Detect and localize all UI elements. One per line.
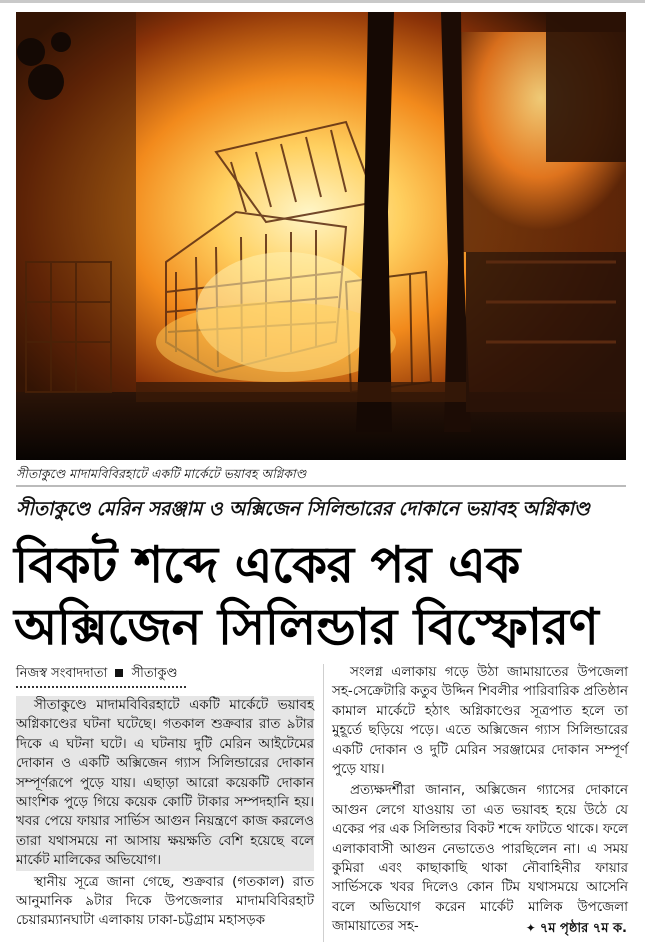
star-icon: ✦ <box>525 921 536 935</box>
jump-text: ৭ম পৃষ্ঠার ৭ম ক. <box>539 921 627 936</box>
byline-location: সীতাকুণ্ড <box>131 666 178 681</box>
article-paragraph: প্রত্যক্ষদর্শীরা জানান, অক্সিজেন গ্যাসের দোকানে আগুন লেগে যাওয়ায় তা এত ভয়াবহ হয়ে উঠে যে একের পর এক সিলিন্ডার বিকট শব্দে ফাটতে থাকে। ফলে এলাকাবাসী আগুন নেভাতেও পারছিলেন না। এ সময় কুমিরা এবং কাছাকাছি থাকা নৌবাহিনীর ফায়ার সার্ভিসকে খবর দিলেও কোন টিম যথাসময়ে আসেনি বলে অভিযোগ করেন মার্কেট মালিক উপজেলা জামায়াতের সহ- <box>332 783 628 935</box>
article-paragraph: স্থানীয় সূত্রে জানা গেছে, শুক্রবার (গতকাল) রাত আনুমানিক ৯টার দিকে উপজেলার মাদামবিবিরহাট চেয়ারম্যানঘাটা এলাকায় ঢাকা-চট্টগ্রাম মহাসড়ক <box>16 874 314 929</box>
article-column-left <box>16 696 314 931</box>
column-divider <box>323 664 324 942</box>
article-column-right <box>332 663 628 937</box>
headline-line-2: অক্সিজেন সিলিন্ডার বিস্ফোরণ <box>14 598 599 656</box>
top-border-rule <box>0 0 645 3</box>
article-kicker: সীতাকুণ্ডে মেরিন সরঞ্জাম ও অক্সিজেন সিলিন্ডারের দোকানে ভয়াবহ অগ্নিকাণ্ড <box>16 498 590 520</box>
fire-scene-illustration <box>16 12 626 460</box>
fire-photo <box>16 12 626 460</box>
article-paragraph: সংলগ্ন এলাকায় গড়ে উঠা জামায়াতের উপজেলা সহ-সেক্রেটারি কতুব উদ্দিন শিবলীর পারিবারিক প্রতিষ্ঠান কামাল মার্কেটে হঠাৎ অগ্নিকাণ্ডের সূত্রপাত হলে তা মুহূর্তে ছড়িয়ে পড়ে। এতে অক্সিজেন গ্যাস সিলিন্ডারের একটি দোকান ও দুটি মেরিন সরঞ্জামের দোকান সম্পূর্ণ পুড়ে যায়। <box>332 665 628 778</box>
headline-line-1: বিকট শব্দে একের পর এক <box>14 536 520 594</box>
byline-reporter: নিজস্ব সংবাদদাতা <box>16 666 108 681</box>
byline <box>16 664 316 684</box>
continuation-jump <box>526 919 627 940</box>
photo-caption: সীতাকুণ্ডে মাদামবিবিরহাটে একটি মার্কেটে ভয়াবহ অগ্নিকাণ্ড <box>16 463 626 487</box>
dotted-divider <box>16 686 186 688</box>
article-paragraph: সীতাকুণ্ডে মাদামবিবিরহাটে একটি মার্কেটে ভয়াবহ অগ্নিকাণ্ডের ঘটনা ঘটেছে। গতকাল শুক্রবার রাত ৯টার দিকে এ ঘটনা ঘটে। এ ঘটনায় দুটি মেরিন আইটেমের দোকান ও একটি অক্সিজেন গ্যাস সিলিন্ডারের দোকান সম্পূর্ণরূপে পুড়ে যায়। এছাড়া আরো কয়েকটি দোকান আংশিক পুড়ে গিয়ে কয়েক কোটি টাকার সম্পদহানি হয়। খবর পেয়ে ফায়ার সার্ভিস আগুন নিয়ন্ত্রণে কাজ করলেও তারা যথাসময়ে না আসায় ক্ষয়ক্ষতি বেশি হয়েছে বলে মার্কেট মালিকের অভিযোগ। <box>16 696 314 871</box>
bullet-square-icon <box>115 669 123 677</box>
